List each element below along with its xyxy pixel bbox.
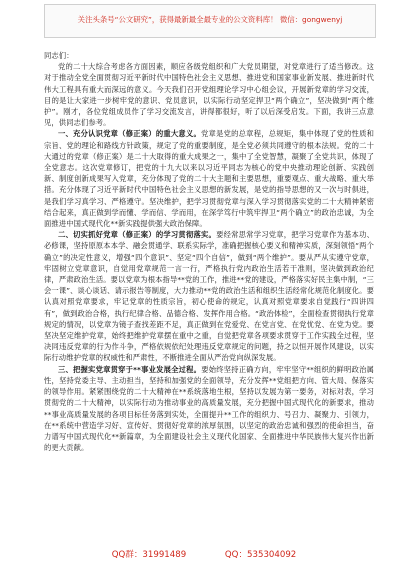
section-text-1: 党章是党的总章程，总规矩，集中体现了党的性质和宗旨、党的理论和路线方针政策，规定了党的重要制度，是全党必须共同遵守的根本法规。党的二十大通过的党章（修正案）是二十大取得的重大成果之一，集中了全党智慧，凝聚了全党共识，体现了全党意志。这次党章修订，把党的十九大以来以习近平同志为核心的党中央推动理论创新、实践创新、制度创新成果写入党章，充分体现了党的二十大主题和主要思想，重要观点、重大战略、重大举措。充分体现了习近平新时代中国特色社会主义思想的新发展，是党的指导思想的又一次与时俱进，是我们学习真学习、严格遵守。坚决维护，把学习贯彻党章与深入学习贯彻落实党的二十大精神紧密结合起来，真正做到学而懂、学而信、学而用，在深学笃行中筑牢捍卫“两个确立”的政治忠诚，为全面推进中国式现代化**新实践提供强大政治保障。 <box>44 129 374 229</box>
section-text-2: 要经常思常学习党章，把学习党章作为基本功、必修课，坚持原原本本学、融会贯通学、联系实际学，准确把握核心要义和精神实质，深刻领悟“两个确立”的决定性意义，增强“四个意识”、坚定“四个自信”，做到“两个维护”。要从严从实遵守党章，牢固树立党章意识，自觉用党章规范一言一行，严格执行党内政治生活若干准则，坚决做到政治纪律，严肃政治生活。要以党章为根本指导**党的工作，推进**党的建设，严格落实好民主集中制，“三会一课”、谈心谈话、请示报告等制度，大力推动**党的政治生活和组织生活经常化规范化制度化。要认真对照党章要求，牢记党章的性质宗旨，初心使命的规定，认真对照党章要求自觉践行“四讲四有”，做到政治合格，执行纪律合格、品德合格、发挥作用合格。“政治体检”，全面检查贯彻执行党章规定的情况，以党章为镜子查找差距不足，真正做到在党爱党、在党言党、在党忧党、在党为党。要坚决坚定维护党章，始终把维护党章摆在重中之重，自觉把党章各项要求贯穿于工作实践全过程，坚决同违反党章的行为作斗争，严格依规依纪处理违反党章规定的问题，持之以恒开展作风建设，以实际行动维护党章的权威性和严肃性，不断推进全面从严治党向纵深发展。 <box>44 230 374 363</box>
section-heading-3: 三、把握实党章贯穿于**事业发展全过程。 <box>58 364 202 374</box>
promo-banner <box>44 4 376 38</box>
qq-group-text: QQ群：31991489 <box>111 550 187 560</box>
paragraph-section-1 <box>44 128 374 229</box>
paragraph-section-3 <box>44 364 374 454</box>
document-body <box>44 50 374 540</box>
section-heading-2: 二、切实抓好党章（修正案）的学习贯彻落实。 <box>58 230 217 240</box>
promo-banner-text: 关注头条号“公文研究”，获得最新最全最专业的公文资料库！ 微信：gongwenyj <box>77 15 343 24</box>
paragraph-intro: 党的二十大综合考虑各方面因素，顺应各级党组织和广大党员期望，对党章进行了适当修改。这对于推动全党全面贯彻习近平新时代中国特色社会主义思想、推进党和国家事业新发展、推进新时代伟大工程具有重大而深远的意义。今天我们召开党组理论学习中心组会议，开展新党章的学习交流，目的是让大家进一步树牢党的意识、党员意识，以实际行动坚定捍卫“两个确立”，坚决做到“两个维护”。刚才，各位党组成员作了学习交流发言，讲得都很好，听了以后深受启发。下面，我讲三点意见，供同志们参考。 <box>44 62 374 128</box>
section-heading-1: 一、充分认识党章（修正案）的重大意义。 <box>58 129 202 139</box>
salutation: 同志们： <box>44 51 74 60</box>
section-text-3: 要始终坚持正确方向，牢牢坚守**组织的鲜明政治属性，坚持党委主导、主动担当，坚持和加强党的全面领导，充分发挥**党组把方向、管大局、保落实的领导作用。紧紧围绕党的二十大精神在**系统落地生根，坚持以发展为第一要务，对标对表，学习贯彻党的二十大精神，以实际行动为推动事业的高质量发展，充分把握中国式现代化的新要求，推动**事业高质量发展的各项目标任务落到实处，全面提升**工作的组织力、号召力、凝聚力、引领力，在**系统中营造学习好、宣传好、贯彻好党章的浓厚氛围，以坚定的政治忠诚和强烈的使命担当，奋力谱写中国式现代化**新篇章，为全面建设社会主义现代化国家、全面推进中华民族伟大复兴作出新的更大贡献。 <box>44 364 374 453</box>
contact-footer <box>0 548 408 564</box>
qq-text: QQ：535304092 <box>224 550 297 560</box>
paragraph-section-2 <box>44 229 374 363</box>
